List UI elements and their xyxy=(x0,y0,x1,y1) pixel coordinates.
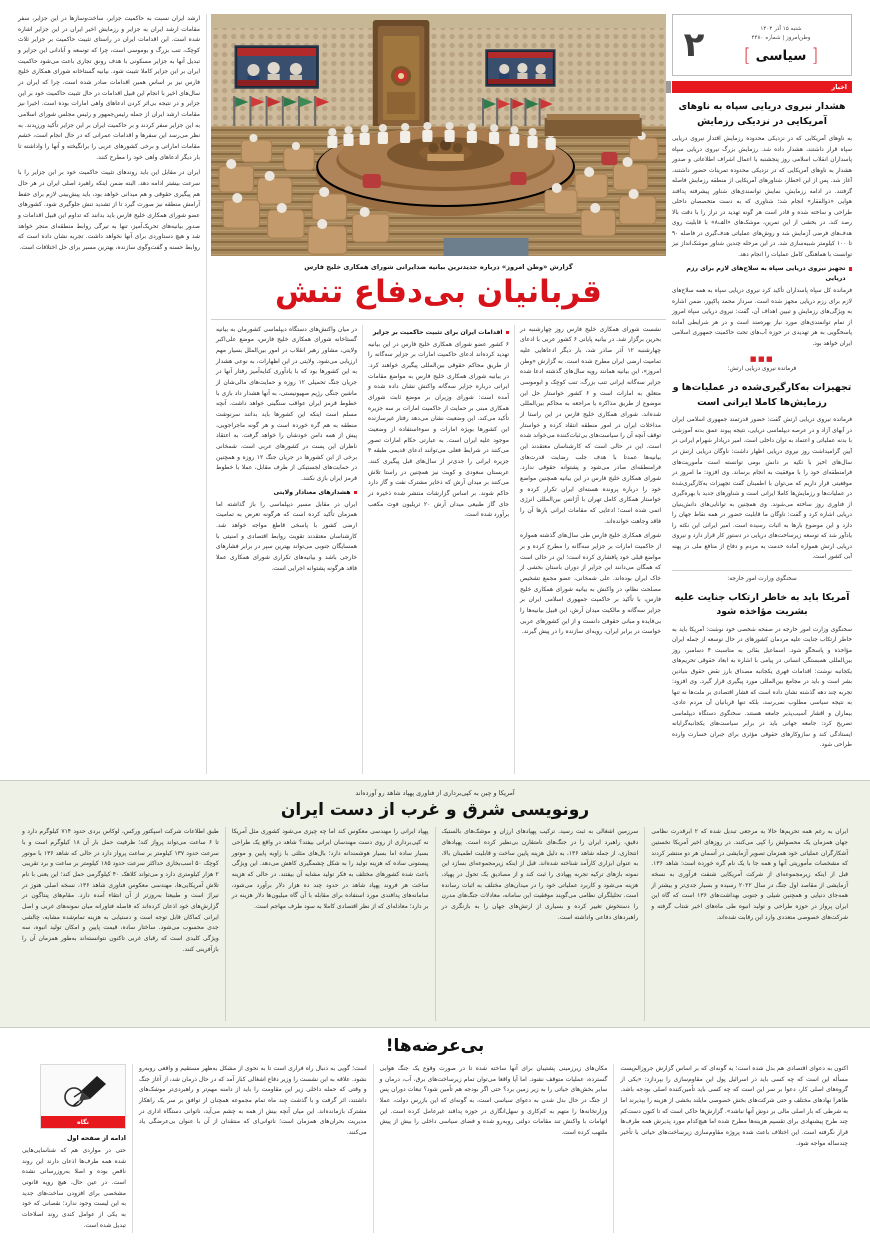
bullet-square-icon xyxy=(506,331,510,335)
news-band xyxy=(672,81,852,93)
section3-column-3 xyxy=(133,1064,374,1233)
sidebar-story2-headline: تجهیزات به‌کارگیری‌شده در عملیات‌ها و رزمایش‌ها کاملا ایرانی است xyxy=(672,382,852,408)
article-subheading-2: هشدارهای معنادار ولایتی xyxy=(273,488,351,496)
section-opinion xyxy=(16,1028,854,1233)
masthead xyxy=(672,14,852,76)
fountain-pen-icon xyxy=(57,1073,109,1111)
sidebar-story1-subheading: تجهیز نیروی دریایی سپاه به سلاح‌های لازم برای رزم دریایی xyxy=(686,265,846,283)
sidebar-story1-headline: هشدار نیروی دریایی سپاه به ناوهای آمریکایی در نزدیکی رزمایش xyxy=(678,101,846,127)
sidebar-divider xyxy=(672,570,852,571)
section2-column-2 xyxy=(436,827,646,1021)
section2-kicker: آمریکا و چین به کپی‌برداری از فناوری پهپاد شاهد رو آورده‌اند xyxy=(355,789,515,797)
section3-continued-text: حتی در مواردی هم که شناسایی‌هایی شده همه طرف‌ها اذعان دارند این روند ناقص بوده و اصلا به‌روزرسانی نشده است. در عین حال، هیچ رویه قانونی مشخصی برای افزودن ساخت‌های جدید به این لیست وجود ندارد؛ نقصانی که خود به یکی از عوامل کندی روند اصلاحات تبدیل شده است. xyxy=(21,1147,126,1229)
sidebar-story3-headline: آمریکا باید به خاطر ارتکاب جنایت علیه بشریت مؤاخذه شود xyxy=(674,591,850,618)
news-band-label: اخبار xyxy=(831,83,847,91)
section-name: سیاسی xyxy=(755,47,807,64)
section2-column-4 xyxy=(16,827,226,1021)
section2-col2-text: سرزمین اشغالی به ثبت رسید. ترکیب پهپادهای ارزان و موشک‌های بالستیک دقیق، راهبرد ایران را در جنگ‌های نامتقارن بی‌نظیر کرده است. پهپادهای انتحاری، از جمله شاهد ۱۳۶، به دلیل هزینه پایین ساخت و قابلیت اطمینان بالا، به عنوان ابزاری کارآمد شناخته شده‌اند. قبل از اینکه زیرمجموعه‌ای بسازد این نمونه بازهای ترکیه تجربه پهپادی را ثبت کند و از مصادیق یک تحول در پهپاد، هزینه می‌شود و کاربرد عملیاتی خود را در میدان‌های مختلف به اثبات رسانده است. تحلیلگران نظامی می‌گویند موفقیت این سامانه، معادلات جنگ‌های مدرن را دستخوش تغییر کرده و بسیاری از ارتش‌های جهان را به بازنگری در راهبردهای دفاعی واداشته است. xyxy=(441,828,639,921)
masthead-info xyxy=(715,15,851,75)
section2-headline: رونویسی شرق و غرب از دست ایران xyxy=(280,800,590,820)
article-col3b-text: ایران در مقابل مسیر دیپلماسی را باز گذاشته اما همزمان تأکید کرده است که هرگونه تعرض به تمامیت ارضی کشور با پاسخی قاطع مواجه خواهد شد. کارشناسان معتقدند تقویت روابط اقتصادی و امنیتی با همسایگان جنوبی می‌تواند بهترین سپر در برابر فشارهای خارجی باشد و بیانیه‌های تکراری شورای همکاری عملا فاقد هرگونه پشتوانه اجرایی است. xyxy=(216,500,357,572)
section2-columns xyxy=(16,827,854,1021)
sidebar-story3-kicker: سخنگوی وزارت امور خارجه: xyxy=(727,575,797,582)
sidebar-story2-kicker: فرمانده نیروی دریایی ارتش: xyxy=(727,366,797,373)
section2-col4-text: طبق اطلاعات شرکت اسپکتور ورکس، لوکاس بردی حدود ۷۱۴ کیلوگرم دارد و تا ۶ ساعت می‌تواند پرواز کند؛ ظرفیت حمل بار آن ۱۸ کیلوگرم است و با سرعت حدود ۱۳۷ کیلومتر بر ساعت پرواز دارد در حالی که شاهد ۱۳۶ با موتور کوچک ۵۰ اسب‌بخاری حداکثر سرعت حدود ۱۸۵ کیلومتر بر ساعت و برد تقریبی ۲ هزار کیلومتری دارد و می‌تواند کلاهک ۴۰ کیلوگرمی حمل کند؛ این یعنی با نام تلاش آمریکایی‌ها، مهندسی معکوس فناوری شاهد ۱۳۶، نسخه اصلی هنوز در تیراژ است و طبیعتا به‌روزتر از آن انتقاء آمده دارد. مقام‌های پنتاگون در گزارش‌های خود اذعان کرده‌اند که فاصله فناورانه میان نمونه‌های غربی و اصل ایرانی کماکان قابل توجه است و دستیابی به هزینه تمام‌شده مشابه، چالشی جدی محسوب می‌شود. ساختار ساده، قیمت پایین و امکان تولید انبوه، سه ویژگی کلیدی است که رقبای غربی تاکنون نتوانسته‌اند به‌طور همزمان آن را بازآفرینی کنند. xyxy=(22,828,219,953)
bullet-square-icon xyxy=(849,267,853,271)
article-col1b-text: شورای همکاری خلیج فارس طی سال‌های گذشته همواره از حاکمیت امارات بر جزایر سه‌گانه را مطرح کرده و بر مواضع قبلی خود پافشاری کرده است؛ این در حالی است که همگان می‌دانند این جزایر از دوران باستان بخشی از خاک ایران بوده‌اند. علی شمخانی، عضو مجمع تشخیص مصلحت نظام، در واکنش به بیانیه شورای همکاری خلیج فارس، با تأکید بر حاکمیت جمهوری اسلامی ایران بر جزایر سه‌گانه و مالکیت میدان آرش، این قبیل بیانیه‌ها را بی‌فایده و مبانی حقوقی دانست و از این کشورهای عربی خواست در برابر ایران، رویه‌ای سازنده را در پیش گیرند. xyxy=(520,532,661,636)
article-column-2 xyxy=(363,325,515,774)
bullet-square-icon xyxy=(354,491,358,495)
section3-column-1 xyxy=(614,1064,854,1233)
section2-column-1 xyxy=(645,827,854,1021)
issue-number: وطن‌امروز | شماره ۴۴۸۰ xyxy=(751,35,811,41)
section-drone-technology xyxy=(0,780,870,1028)
sidebar-story1-subheading-wrap xyxy=(672,264,852,284)
photo-caption: گزارش «وطن امروز» درباره جدیدترین بیانیه ضدایرانی شورای همکاری خلیج فارس xyxy=(304,263,573,271)
negah-box xyxy=(40,1064,126,1129)
section3-col2-text: مکان‌های زیرزمینی پشتیبان برای آنها ساخته شده تا در صورت وقوع یک جنگ هوایی گسترده، عملیات متوقف نشود. اما آیا واقعا می‌توان تمام زیرساخت‌های برق، آب، درمان و سایر بخش‌های حیاتی را به زیر زمین برد؟ حتی اگر بودجه هم تأمین شود؟ تبعات دوران پس از جنگ در حال بدل شدن به دعوای سیاسی است، به گونه‌ای که این بازرس دولت، عملا وزارتخانه‌ها را متهم به کم‌کاری و سهل‌انگاری در حوزه پدافند غیرعامل کرده است. این اتهامات با واکنش تند مقامات دولتی روبه‌رو شده و فضای سیاسی داخلی را بیش از پیش ملتهب کرده است. xyxy=(379,1065,608,1137)
section3-headline: بی‌عرضه‌ها! xyxy=(385,1036,485,1056)
section-name-wrap xyxy=(743,44,819,66)
left-column xyxy=(16,14,207,774)
section2-col3-text: پهپاد ایرانی را مهندسی معکوس کند اما چه چیزی می‌شود کشوری مثل آمریکا نه کپی‌برداری از روی دست مهندسان ایرانی بیفتد؟ شاهد در واقع یک طراحی بسیار ساده اما بسیار هوشمندانه دارد؛ بال‌های مثلثی با زاویه پایین و موتور پیستونی ساده که هزینه تولید را به شکل چشمگیری کاهش می‌دهد. این ویژگی باعث شده کشورهای مختلف به فکر تولید مشابه آن بیفتند. در حالی که هزینه ساخت هر فروند پهپاد شاهد در حدود چند ده هزار دلار برآورد می‌شود، سامانه‌های پدافندی مورد استفاده برای مقابله با آن گاه میلیون‌ها دلار هزینه در بر دارد؛ معادله‌ای که از نظر اقتصادی کاملا به سود طرف مهاجم است. xyxy=(231,828,429,911)
bracket-open-icon: [ xyxy=(811,44,819,66)
article-column-1 xyxy=(515,325,666,774)
section3-continued-column xyxy=(16,1064,133,1233)
story-separator-dots: ■■■ xyxy=(749,355,775,364)
article-subheading-1: اقدامات ایران برای تثبیت حاکمیت بر جزایر xyxy=(372,328,503,336)
article-col3-text: در میان واکنش‌های دستگاه دیپلماسی کشورمان به بیانیه گستاخانه شورای همکاری خلیج فارس، موضع علی‌اکبر ولایتی، مشاور رهبر انقلاب در امور بین‌الملل بسیار مهم ارزیابی می‌شود. ولایتی در این اظهارات، به نوعی هشدار به این کشورها بود که با یادآوری کنایه‌آمیز رفتار آنها در جریان جنگ تحمیلی ۱۲ روزه و حمایت‌های مالی‌شان از ماشین جنگی رژیم صهیونیستی، به آنها هشدار داد بازی با خطوط قرمز ایران عواقب سنگینی خواهد داشت. آنچه مسلم است اینکه این کشورها باید بدانند سرنوشت منطقه به هم گره خورده است و هر گونه ماجراجویی، پیش از همه دامن خودشان را خواهد گرفت. به اعتقاد ناظران این پست در کشورهای عربی است. شمخانی برخی از این کشورها در جریان جنگ ۱۲ روزه و همچنین در حمایت‌های لجستیکی از طرف مقابل، عملا با خطوط قرمز ایران بازی نکنند. xyxy=(216,325,358,482)
article-subheading-1-wrap xyxy=(368,328,509,338)
article-col1-text: نشست شورای همکاری خلیج فارس روز چهارشنبه در بحرین برگزار شد. در بیانیه پایانی ۶ کشور عربی با ادعای چهارشنبه ۱۲ آذر صادر شد، بار دیگر ادعاهایی علیه تمامیت ارضی ایران مطرح شده است. به گزارش «وطن امروز»، این بیانیه همانند رویه سال‌های گذشته ادعا شده جزایر سه‌گانه ایرانی تنب بزرگ، تنب کوچک و ابوموسی متعلق به امارات است و ۶ کشور خواستار حل این موضوع از طریق مذاکره یا مراجعه به محاکم بین‌المللی شده‌اند. شورای همکاری خلیج فارس در این راستا از مداخلات ایران در امور منطقه انتقاد کرده و خواستار توقف آنچه آن را سیاست‌های بی‌ثبات‌کننده می‌خواند شده است. این در حالی است که کارشناسان معتقدند این بیانیه‌ها عمدتا با هدف جلب رضایت قدرت‌های فرامنطقه‌ای صادر می‌شود و پشتوانه حقوقی ندارد. شورای همکاری خلیج فارس در این بیانیه همچنین مواضع خود را درباره پرونده هسته‌ای ایران تکرار کرده و خواستار همکاری کامل تهران با آژانس بین‌المللی انرژی اتمی شده است؛ ادعایی که مقامات ایرانی بارها آن را فاقد وجاهت خوانده‌اند. xyxy=(520,325,662,525)
page-number: ۲ xyxy=(683,25,705,65)
section3-column-2 xyxy=(374,1064,615,1233)
sidebar-story1-body: به ناوهای آمریکایی که در نزدیکی محدوده رزمایش اقتدار نیروی دریایی سپاه قرار داشتند، هشدار داده شد. رزمایش بزرگ نیروی دریایی سپاه پاسداران انقلاب اسلامی روز پنجشنبه با اعمال اشراف اطلاعاتی و صدور هشدار به ناوهای آمریکایی که در نزدیکی محدوده تمرینات حضور داشتند، آغاز شد. پس از این اخطار، شناورهای آمریکایی از منطقه رزمایش فاصله گرفتند. در ادامه رزمایش، نمایش توانمندی‌های شناور پیشرفته پدافند هوایی «ذوالفقار» انجام شد؛ شناوری که به دست متخصصان داخلی طراحی و ساخته شده و قادر است هر گونه تهدید در تراز را با دقت بالا رصد کند. در بخشی از این تمرین، موشک‌های «الف‌۸» با قابلیت روی هدف‌های فرضی آزمایش شد و روش‌های عملیاتی هدف‌گیری در فاصله ۹۰ تا ۱۰۰ کیلومتر شبیه‌سازی شد. در این مرحله چندین شناور موشک‌انداز نیز توانست با هماهنگی کامل عملیات را انجام دهد. xyxy=(672,136,852,258)
article-col2-text: ۶ کشور عضو شورای همکاری خلیج فارس در این بیانیه تهدید کرده‌اند ادعای حاکمیت امارات بر جزایر سه‌گانه را از طریق محاکم حقوقی بین‌المللی پیگیری خواهند کرد. در بیانیه شورای همکاری خلیج فارس به مواضع مقامات ایرانی درباره جزایر سه‌گانه واکنش نشان داده شده و آمده است: شورای وزیران بر موضع ثابت شورای همکاری مبنی بر حمایت از حاکمیت امارات بر سه جزیره تأکید می‌کند. این وضعیت نشان می‌دهد رفتار غیرسازنده این کشورها بویژه امارات و سوءاستفاده از وضعیت موجود علیه ایران است. به عبارتی حکام امارات تصور می‌کنند در شرایط فعلی می‌توانند ادعای قدیمی طبقه ۳ جزیره ایرانی را جدی‌تر از سال‌های قبل پیگیری کنند. عربستان سعودی و کویت نیز همچنین در راستا تلاش می‌کنند بر میدان آرش که ذخایر مشترک نفت و گاز دارد حاکم شوند. بر اساس گزارشات منتشر شده ذخیره در جای گاز طبیعی میدان آرش ۲۰ تریلیون فوت مکعب برآورد شده است. xyxy=(368,340,510,519)
lead-photo xyxy=(211,14,666,256)
main-headline: قربانیان بی‌دفاع تنش xyxy=(275,274,602,310)
bracket-close-icon: ] xyxy=(743,44,751,66)
section3-col3-text: است؛ گویی به دنبال راه فراری است تا به نحوی از مشکل به‌ظهر مستقیم و واقعی روبه‌رو نشود. علاقه به این نشست را وزیر دفاع اشغالی کنار آمد که در حال درمان شد، از آغاز جنگ و وقتی که حمله داخلی زیر این مقاومت را باید از دامنه مهم‌تر و راهبردی‌تر موشک‌های داشتند، اثر گرفت و با گذشت چند ماه تمام مجموعه همچنان از توافق بر سر یک راهکار مشترک بازمانده‌اند. این میان آنچه بیش از همه به چشم می‌آید، ناتوانی دستگاه اداری در مدیریت بحران‌های همزمان است؛ ناتوانی‌ای که منتقدان از آن با عنوان بی‌عرضگی یاد می‌کنند. xyxy=(138,1065,367,1137)
continued-from-label: ادامه از صفحه اول xyxy=(66,1134,126,1142)
main-article xyxy=(207,14,672,774)
article-column-3 xyxy=(211,325,363,774)
section3-columns xyxy=(16,1064,854,1233)
sidebar-story2-body: فرمانده نیروی دریایی ارتش گفت: حضور قدرتمند جمهوری اسلامی ایران در آبهای آزاد و در عرصه دیپلماسی دریایی، نتیجه پیوند عمق بدنه آموزشی با بدنه عملیاتی و اعتماد به توان داخلی است. امیر دریادار شهرام ایرانی در آیین گرامیداشت روز نیروی دریایی اظهار داشت: ناوگان دریایی ارتش در سال‌های اخیر با تکیه بر دانش بومی توانسته است مأموریت‌های فرامنطقه‌ای خود را با موفقیت به انجام برساند. وی افزود: ما امروز در موقعیتی قرار داریم که می‌توان با اطمینان گفت تجهیزات به‌کارگیری‌شده در عملیات‌ها و رزمایش‌ها کاملا ایرانی است و شناورهای جدید با بهره‌گیری از فناوری روز ساخته می‌شوند. وی همچنین به توانایی‌های دانش‌بنیان دریایی اشاره کرد و گفت: ناوگان ما قابلیت حضور در همه نقاط جهان را دارد و این موضوع بارها به اثبات رسیده است. امیر ایرانی این نکته را یادآور شد که توسعه زیرساخت‌های دریایی در دستور کار قرار دارد و نیروی دریایی ارتش همواره آماده خدمت به مردم و دفاع از منافع ملی در پهنه آبی کشور است. xyxy=(672,417,852,561)
main-article-columns xyxy=(211,325,666,774)
left-column-second-text: ایران در مقابل این باید روندهای تثبیت حاکمیت خود بر این جزایر را با سرعت بیشتر ادامه دهد. البته ضمن اینکه راهبرد اصلی ایران در هر حال هم پیگیری حقوقی و هم میدانی خواهد بود، باید پیش‌بینی لازم برای حفظ آرامش منطقه نیز صورت گیرد تا از تشدید تنش جلوگیری شود. کشورهای عضو شورای همکاری خلیج فارس باید بدانند که تداوم این قبیل اقدامات و صدور بیانیه‌های تحریک‌آمیز، تنها به تیرگی روابط منطقه‌ای منجر خواهد شد و هیچ دستاوردی برای آنها نخواهد داشت. تجربه نشان داده است که روابط حسنه و گفت‌وگوی سازنده، بهترین مسیر برای حل اختلافات است. xyxy=(18,169,200,252)
right-sidebar xyxy=(672,14,854,774)
negah-tag: نگاه xyxy=(41,1116,125,1128)
headline-rule xyxy=(211,319,666,320)
section3-col1-text: اکنون به دعوای اقتصادی هم بدل شده است؛ به گونه‌ای که بر اساس گزارش جروزالم‌پست مسأله این است که چه کسی باید در اسرائیل پول این مقاوم‌سازی را بپردازد: «یکی از گروه‌های اصلی کار، دعوا بر سر این است که چه کسی باید تأمین‌کننده اصلی بودجه باشد. ظاهرا نهادهای مختلف و حتی شرکت‌های بخش خصوصی مایلند بخشی از هزینه را بپذیرند اما به شرطی که بار اصلی مالی بر دوش آنها نباشد». گزارش‌ها حاکی است که تا کنون دست‌کم چند طرح پیشنهادی برای تقسیم هزینه‌ها مطرح شده اما هیچ‌کدام مورد پذیرش همه طرف‌ها قرار نگرفته است. این اختلاف باعث شده پروژه مقاوم‌سازی زیرساخت‌های حیاتی با تأخیر چندساله مواجه شود. xyxy=(620,1065,848,1147)
top-zone xyxy=(16,14,854,774)
section2-col1-text: ایران به رغم همه تحریم‌ها حالا به مرجعی تبدیل شده که ۲ ابرقدرت نظامی جهان همزمان یک محصولش را کپی می‌کنند. در روزهای اخیر آمریکا نخستین آشکارگران عملیاتی خود همزمان تصویر آزمایشی در آسمان هر دو منتشر کردند که مشخصات مأموریتی آنها و همه جا با یک نام گره خورده است: شاهد ۱۳۶. قبل از اینکه زیرمجموعه‌ای از شرکت آمریکایی شنفت فرآوری به نسخه آزمایشی از مقاصد اول جنگ در سال ۲۰۲۲ رسیده و بسیار جدی‌تر و بیشتر از همه‌جای دنیایی و همچنین شیلی و جنوبی بهداشت‌های ۱۳۶ است که گاه این ایران پرواز در حوزه طراحی و تولید انبوه طی ماه‌های اخیر شتاب گرفته و شرکت‌های خصوصی متعددی وارد این رقابت شده‌اند. xyxy=(651,828,849,921)
pen-nib-icon xyxy=(47,1072,119,1112)
sidebar-story3-body: سخنگوی وزارت امور خارجه در صفحه شخصی خود نوشت: آمریکا باید به خاطر ارتکاب جنایت علیه مردمان کشورهای در حال توسعه از جمله ایران مؤاخذه و پاسخگو شود. اسماعیل بقائی به مناسبت ۴ دسامبر، روز بین‌المللی همبستگی انسانی در پیامی با اشاره به ابعاد حقوقی تحریم‌های یکجانبه نوشت: اقدامات قهری یکجانبه مصداق بارز نقض حقوق بنیادین بشر است و باید در مجامع بین‌المللی مورد پیگیری قرار گیرد. وی افزود: تجربه چند دهه گذشته نشان داده است که فشار اقتصادی بر ملت‌ها نه تنها به نتیجه سیاسی مطلوب نمی‌رسد، بلکه تنها قربانیان آن مردم عادی، بیماران و اقشار آسیب‌پذیر جامعه هستند. سخنگوی دستگاه دیپلماسی تصریح کرد: جامعه جهانی باید در برابر سیاست‌های یکجانبه‌گرایانه ایستادگی کند و سازوکارهای حقوقی مؤثری برای جبران خسارت وارده طراحی شود. xyxy=(672,626,852,749)
publication-date: شنبه ۱۵ آذر ۱۴۰۴ xyxy=(760,25,802,32)
article-subheading-2-wrap xyxy=(216,488,357,498)
section2-column-3 xyxy=(226,827,436,1021)
summit-hall-photo xyxy=(211,14,666,256)
left-column-top-text: ارشد ایران نسبت به حاکمیت جزایر، ساخت‌وسازها در این جزایر، سفر مقامات ارشد ایران به جزایر و رزمایش اخیر ایران در این جزایر اشاره شده است. این اقدامات ایران در راستای تثبیت حاکمیت بر جزایر ثلاث کوچک، تنب بزرگ و بوموسی است، چرا که توسعه و آبادانی این جزایر و تبدیل آنها به جزایر مسکونی با هدف رونق تجاری باعث می‌شود حاکمیت ایران بر این جزایر کاملا تثبیت شود. بیانیه گستاخانه شورای همکاری خلیج فارس نیز بر اساس همین اقدامات صادر شده است، چرا که ایران در سال‌های اخیر با انجام این قبیل اقدامات در حال تثبیت حاکمیت خود بر این جزایر و در نتیجه بی‌اثر کردن ادعاهای واهی امارات بوده است. اخیرا نیز مقامات ارشد ایران از جمله رئیس‌جمهور و رئیس مجلس شورای اسلامی به این جزایر سفر کردند و بر حاکمیت ایران بر این جزایر تأکید ورزیدند. به نظر می‌رسد این سفرها و اقدامات عمرانی که در حال انجام است، خشم مقامات اماراتی و برخی کشورهای عربی را برانگیخته و آنها را واداشته تا بار دیگر ادعاهای واهی خود را مطرح کنند. xyxy=(18,15,200,161)
sidebar-story1-sub-body: فرمانده کل سپاه پاسداران تأکید کرد نیروی دریایی سپاه به همه سلاح‌های لازم برای رزم دریایی مجهز شده است. سردار محمد پاکپور، ضمن اشاره به ویژگی‌های رزمایش و تبیین اهداف آن، گفت: نیروی دریایی سپاه امروز از تمام توانمندی‌های مورد نیاز بهره‌مند است و در هر شرایطی آماده پاسخگویی به هر تهدیدی در حوزه آب‌های تحت حاکمیت جمهوری اسلامی ایران خواهد بود. xyxy=(672,288,852,347)
